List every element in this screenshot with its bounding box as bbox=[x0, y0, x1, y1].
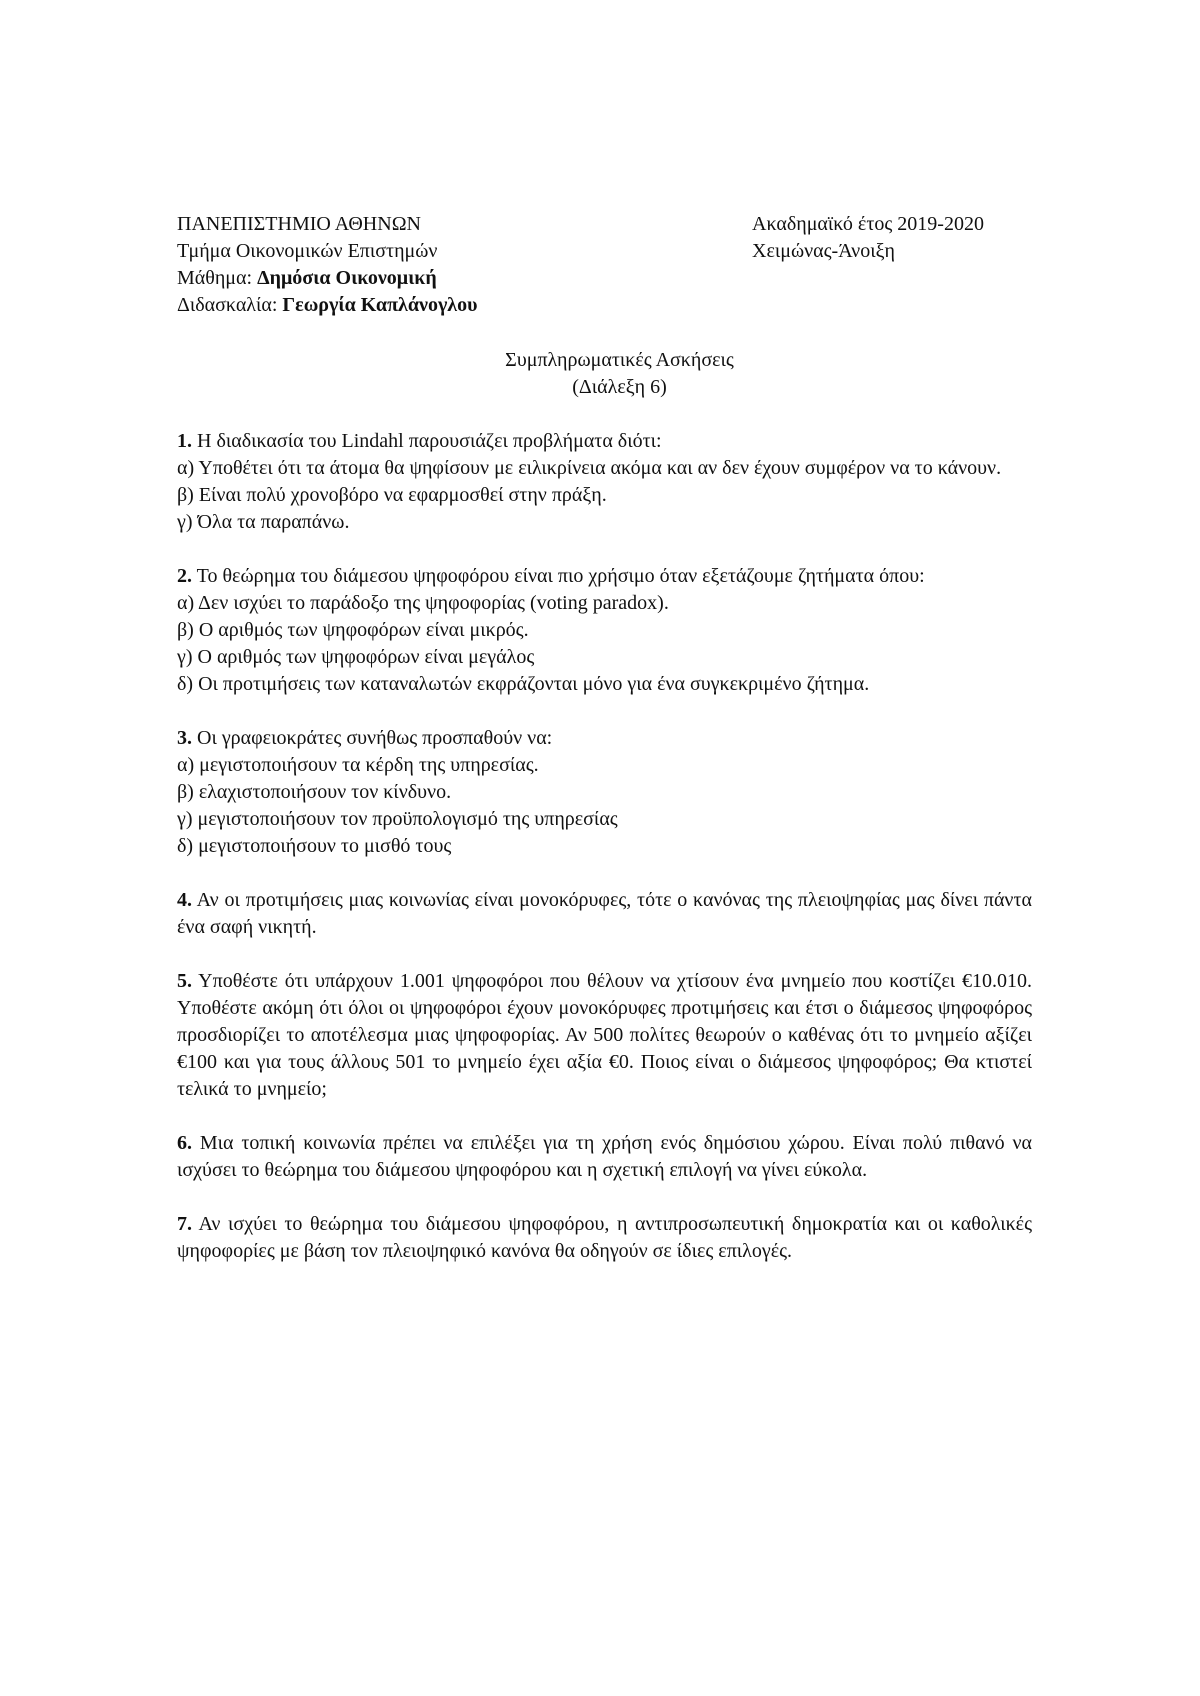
question-text bbox=[177, 1211, 1032, 1265]
course-line bbox=[177, 265, 677, 292]
academic-year: Ακαδημαϊκό έτος 2019-2020 bbox=[752, 213, 984, 235]
answer-option: γ) μεγιστοποιήσουν τον προϋπολογισμό της υπηρεσίας bbox=[177, 808, 618, 830]
question-item bbox=[177, 887, 1032, 941]
instructor-name: Γεωργία Καπλάνογλου bbox=[282, 294, 478, 316]
question-text bbox=[177, 428, 1032, 455]
question-number: 7. bbox=[177, 1213, 192, 1235]
answer-option: β) ελαχιστοποιήσουν τον κίνδυνο. bbox=[177, 781, 452, 803]
question-number: 1. bbox=[177, 430, 192, 452]
question-item bbox=[177, 1211, 1032, 1265]
header-left bbox=[177, 211, 677, 319]
question-number: 5. bbox=[177, 970, 192, 992]
question-body: Αν οι προτιμήσεις μιας κοινωνίας είναι μονοκόρυφες, τότε ο κανόνας της πλειοψηφίας μας δίνει πάντα ένα σαφή νικητή. bbox=[177, 889, 1032, 938]
question-number: 2. bbox=[177, 565, 192, 587]
document-page bbox=[177, 211, 1032, 1265]
question-text bbox=[177, 968, 1032, 1103]
university-name: ΠΑΝΕΠΙΣΤΗΜΙΟ ΑΘΗΝΩΝ bbox=[177, 213, 421, 235]
question-number: 4. bbox=[177, 889, 192, 911]
question-text bbox=[177, 563, 1032, 590]
instructor-line bbox=[177, 292, 677, 319]
answer-option: δ) Οι προτιμήσεις των καταναλωτών εκφράζονται μόνο για ένα συγκεκριμένο ζήτημα. bbox=[177, 673, 870, 695]
questions-list bbox=[177, 428, 1032, 1265]
question-item bbox=[177, 968, 1032, 1103]
answer-option: α) Υποθέτει ότι τα άτομα θα ψηφίσουν με ειλικρίνεια ακόμα και αν δεν έχουν συμφέρον να το κάνουν. bbox=[177, 457, 1002, 479]
question-body: Μια τοπική κοινωνία πρέπει να επιλέξει για τη χρήση ενός δημόσιου χώρου. Είναι πολύ πιθανό να ισχύσει το θεώρημα του διάμεσου ψηφοφόρου και η σχετική επιλογή να γίνει εύκολα. bbox=[177, 1132, 1032, 1181]
title-line-1: Συμπληρωματικές Ασκήσεις bbox=[505, 349, 734, 371]
question-item bbox=[177, 725, 1032, 860]
question-text bbox=[177, 887, 1032, 941]
course-label: Μάθημα: bbox=[177, 267, 258, 289]
answer-option: γ) Ο αριθμός των ψηφοφόρων είναι μεγάλος bbox=[177, 646, 535, 668]
question-text bbox=[177, 1130, 1032, 1184]
question-body: Η διαδικασία του Lindahl παρουσιάζει προβλήματα διότι: bbox=[192, 430, 662, 452]
question-body: Αν ισχύει το θεώρημα του διάμεσου ψηφοφόρου, η αντιπροσωπευτική δημοκρατία και οι καθολικές ψηφοφορίες με βάση τον πλειοψηφικό κανόνα θα οδηγούν σε ίδιες επιλογές. bbox=[177, 1213, 1032, 1262]
question-item bbox=[177, 428, 1032, 536]
question-number: 6. bbox=[177, 1132, 192, 1154]
course-name: Δημόσια Οικονομική bbox=[257, 267, 437, 289]
question-item bbox=[177, 563, 1032, 698]
answer-option: γ) Όλα τα παραπάνω. bbox=[177, 511, 350, 533]
question-text bbox=[177, 725, 1032, 752]
answer-option: δ) μεγιστοποιήσουν το μισθό τους bbox=[177, 835, 452, 857]
question-item bbox=[177, 1130, 1032, 1184]
semester: Χειμώνας-Άνοιξη bbox=[752, 240, 895, 262]
document-header bbox=[177, 211, 1032, 319]
header-right bbox=[752, 211, 1032, 319]
instructor-label: Διδασκαλία: bbox=[177, 294, 283, 316]
question-body: Οι γραφειοκράτες συνήθως προσπαθούν να: bbox=[192, 727, 553, 749]
answer-option: α) μεγιστοποιήσουν τα κέρδη της υπηρεσίας. bbox=[177, 754, 539, 776]
question-body: Το θεώρημα του διάμεσου ψηφοφόρου είναι πιο χρήσιμο όταν εξετάζουμε ζητήματα όπου: bbox=[192, 565, 925, 587]
document-title bbox=[177, 347, 1032, 401]
answer-option: β) Είναι πολύ χρονοβόρο να εφαρμοσθεί στην πράξη. bbox=[177, 484, 607, 506]
question-body: Υποθέστε ότι υπάρχουν 1.001 ψηφοφόροι που θέλουν να χτίσουν ένα μνημείο που κοστίζει €10.010. Υποθέστε ακόμη ότι όλοι οι ψηφοφόροι έχουν μονοκόρυφες προτιμήσεις και έτσι ο διάμεσος ψηφοφόρος προσδιορίζει το αποτέλεσμα μιας ψηφοφορίας. Αν 500 πολίτες θεωρούν ο καθένας ότι το μνημείο αξίζει €100 και για τους άλλους 501 το μνημείο έχει αξία €0. Ποιος είναι ο διάμεσος ψηφοφόρος; Θα κτιστεί τελικά το μνημείο; bbox=[177, 970, 1032, 1100]
department-name: Τμήμα Οικονομικών Επιστημών bbox=[177, 240, 438, 262]
answer-option: α) Δεν ισχύει το παράδοξο της ψηφοφορίας (voting paradox). bbox=[177, 592, 669, 614]
title-line-2: (Διάλεξη 6) bbox=[572, 376, 667, 398]
answer-option: β) Ο αριθμός των ψηφοφόρων είναι μικρός. bbox=[177, 619, 529, 641]
question-number: 3. bbox=[177, 727, 192, 749]
